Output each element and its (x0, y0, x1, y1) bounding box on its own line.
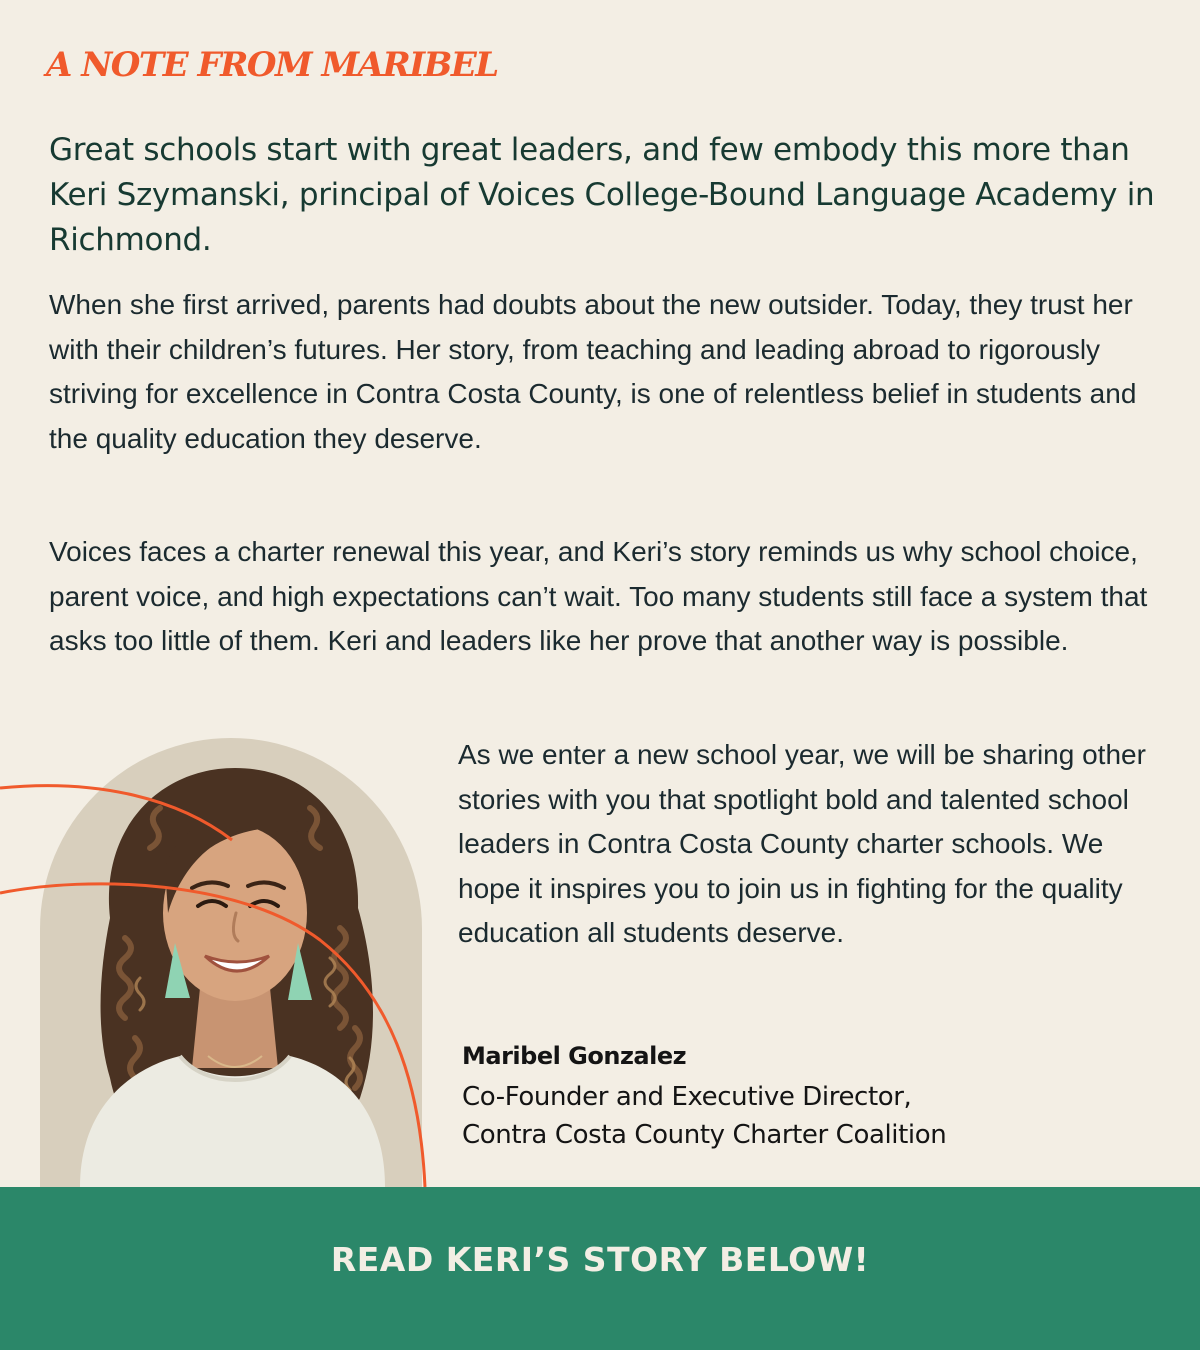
portrait-photo (40, 738, 422, 1187)
portrait-illustration (40, 738, 422, 1187)
signature-title-line-2: Contra Costa County Charter Coalition (462, 1120, 947, 1150)
signature-title-line-1: Co-Founder and Executive Director, (462, 1082, 912, 1112)
body-paragraph-1: When she first arrived, parents had doubts about the new outsider. Today, they trust her with their children’s futures. Her story, from teaching and leading abroad to rigorously striving for excellence in Contra Costa County, is one of relentless belief in students and the quality education they deserve. (49, 289, 1137, 454)
signature-block (462, 1040, 1162, 1154)
section-kicker: A NOTE FROM MARIBEL (46, 45, 498, 85)
read-story-link[interactable]: READ KERI’S STORY BELOW! (330, 1240, 870, 1279)
signature-title (462, 1078, 1162, 1154)
body-paragraph-3: As we enter a new school year, we will be sharing other stories with you that spotlight bold and talented school leaders in Contra Costa County charter schools. We hope it inspires you to join us in fighting for the quality education all students deserve. (458, 739, 1146, 948)
footer-banner[interactable] (0, 1187, 1200, 1350)
body-paragraph-2: Voices faces a charter renewal this year, and Keri’s story reminds us why school choice, parent voice, and high expectations can’t wait. Too many students still face a system that asks too little of them. Keri and leaders like her prove that another way is possible. (49, 536, 1148, 656)
lead-paragraph: Great schools start with great leaders, and few embody this more than Keri Szymanski, principal of Voices College-Bound Language Academy in Richmond. (49, 132, 1155, 258)
signature-name: Maribel Gonzalez (462, 1042, 687, 1070)
